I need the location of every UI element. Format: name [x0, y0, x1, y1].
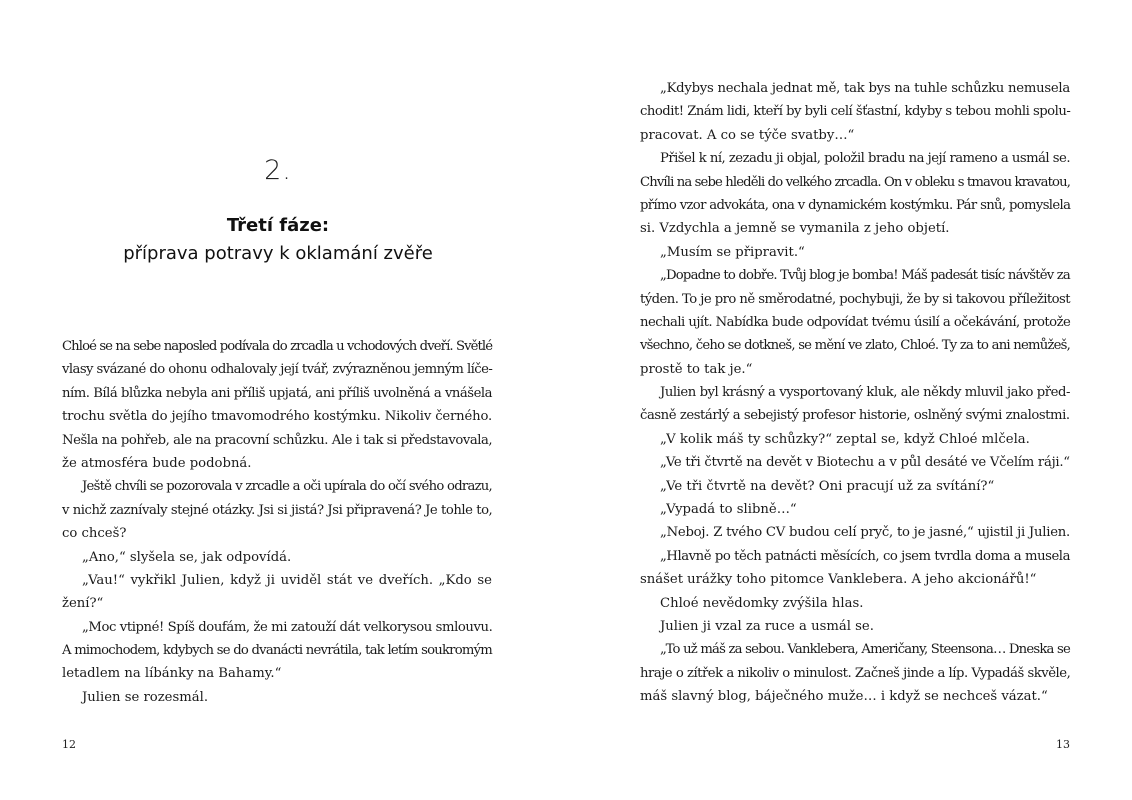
text-line: letadlem na líbánky na Bahamy.“ [62, 666, 282, 682]
left-body-text [62, 335, 492, 709]
text-line: „To už máš za sebou. Vanklebera, Američany, Steensona… Dneska se [660, 642, 1070, 658]
text-line: v nichž zaznívaly stejné otázky. Jsi si jistá? Jsi připravená? Je tohle to, [62, 502, 493, 518]
text-line: všechno, čeho se dotkneš, se mění ve zlato, Chloé. Ty za to ani nemůžeš, [640, 338, 1071, 354]
text-line: „Neboj. Z tvého CV budou celí pryč, to je jasné,“ ujistil ji Julien. [660, 525, 1070, 541]
text-line: Julien ji vzal za ruce a usmál se. [660, 618, 874, 634]
text-line: týden. To je pro ně směrodatné, pochybuji, že by si takovou příležitost [640, 291, 1070, 307]
chapter-subtitle: příprava potravy k oklamání zvěře [123, 243, 433, 264]
page-number-right: 13 [1056, 738, 1070, 751]
text-line: Chloé se na sebe naposled podívala do zrcadla u vchodových dveří. Světlé [62, 339, 493, 354]
text-line: „Musím se připravit.“ [660, 244, 805, 260]
text-line: vlasy svázané do ohonu odhalovaly její tvář, zvýrazněnou jemným líče- [62, 362, 493, 378]
text-line: „Vau!“ vykřikl Julien, když ji uviděl stát ve dveřích. „Kdo se [82, 572, 492, 588]
text-line: trochu světla do jejího tmavomodrého kostýmku. Nikoliv černého. [62, 409, 492, 425]
text-line: pracovat. A co se týče svatby…“ [640, 127, 855, 143]
text-line: co chceš? [62, 526, 127, 542]
text-line: „Kdybys nechala jednat mě, tak bys na tuhle schůzku nemusela [660, 81, 1070, 96]
text-line: časně zestárlý a sebejistý profesor historie, oslněný svými znalostmi. [640, 408, 1070, 424]
right-page [566, 0, 1132, 800]
text-line: prostě to tak je.“ [640, 361, 753, 377]
page-number-left: 12 [62, 738, 76, 751]
text-line: Chvíli na sebe hleděli do velkého zrcadla. On v obleku s tmavou kravatou, [640, 174, 1071, 190]
text-line: Ještě chvíli se pozorovala v zrcadle a oči upírala do očí svého odrazu, [82, 479, 492, 495]
text-line: „Vypadá to slibně…“ [660, 502, 797, 518]
right-body-text [640, 77, 1070, 709]
text-line: „Dopadne to dobře. Tvůj blog je bomba! Máš padesát tisíc návštěv za [660, 268, 1070, 284]
text-line: že atmosféra bude podobná. [62, 455, 252, 471]
text-line: Julien byl krásný a vysportovaný kluk, ale někdy mluvil jako před- [660, 385, 1070, 401]
text-line: „Moc vtipné! Spíš doufám, že mi zatouží dát velkorysou smlouvu. [82, 619, 493, 635]
text-line: máš slavný blog, báječného muže… i když se nechceš vázat.“ [640, 689, 1048, 705]
text-line: si. Vzdychla a jemně se vymanila z jeho objetí. [640, 221, 950, 237]
text-line: hraje o zítřek a nikoliv o minulost. Začneš jinde a líp. Vypadáš skvěle, [640, 665, 1071, 681]
text-line: žení?“ [62, 596, 104, 612]
text-line: „Hlavně po těch patnácti měsících, co jsem tvrdla doma a musela [660, 548, 1070, 564]
text-line: „Ve tři čtvrtě na devět v Biotechu a v půl desáté ve Včelím ráji.“ [660, 455, 1070, 471]
chapter-title: Třetí fáze: [226, 215, 330, 236]
text-line: Julien se rozesmál. [82, 689, 209, 705]
text-line: Přišel k ní, zezadu ji objal, položil bradu na její rameno a usmál se. [660, 151, 1070, 167]
text-line: A mimochodem, kdybych se do dvanácti nevrátila, tak letím soukromým [62, 643, 492, 659]
text-line: „V kolik máš ty schůzky?“ zeptal se, když Chloé mlčela. [660, 431, 1030, 447]
text-line: chodit! Znám lidi, kteří by byli celí šťastní, kdyby s tebou mohli spolu- [640, 104, 1071, 120]
text-line: „Ano,“ slyšela se, jak odpovídá. [82, 549, 292, 565]
text-line: snášet urážky toho pitomce Vanklebera. A jeho akcionářů!“ [640, 572, 1037, 588]
text-line: ním. Bílá blůzka nebyla ani příliš upjatá, ani příliš uvolněná a vnášela [62, 385, 492, 401]
text-line: přímo vzor advokáta, ona v dynamickém kostýmku. Pár snů, pomyslela [640, 197, 1071, 213]
chapter-number: 2. [264, 155, 292, 186]
text-line: „Ve tři čtvrtě na devět? Oni pracují už za svítání?“ [660, 478, 995, 494]
text-line: nechali ujít. Nabídka bude odpovídat tvému úsilí a očekávání, protože [640, 314, 1071, 330]
text-line: Chloé nevědomky zvýšila hlas. [660, 595, 864, 611]
text-line: Nešla na pohřeb, ale na pracovní schůzku. Ale i tak si představovala, [62, 432, 493, 448]
